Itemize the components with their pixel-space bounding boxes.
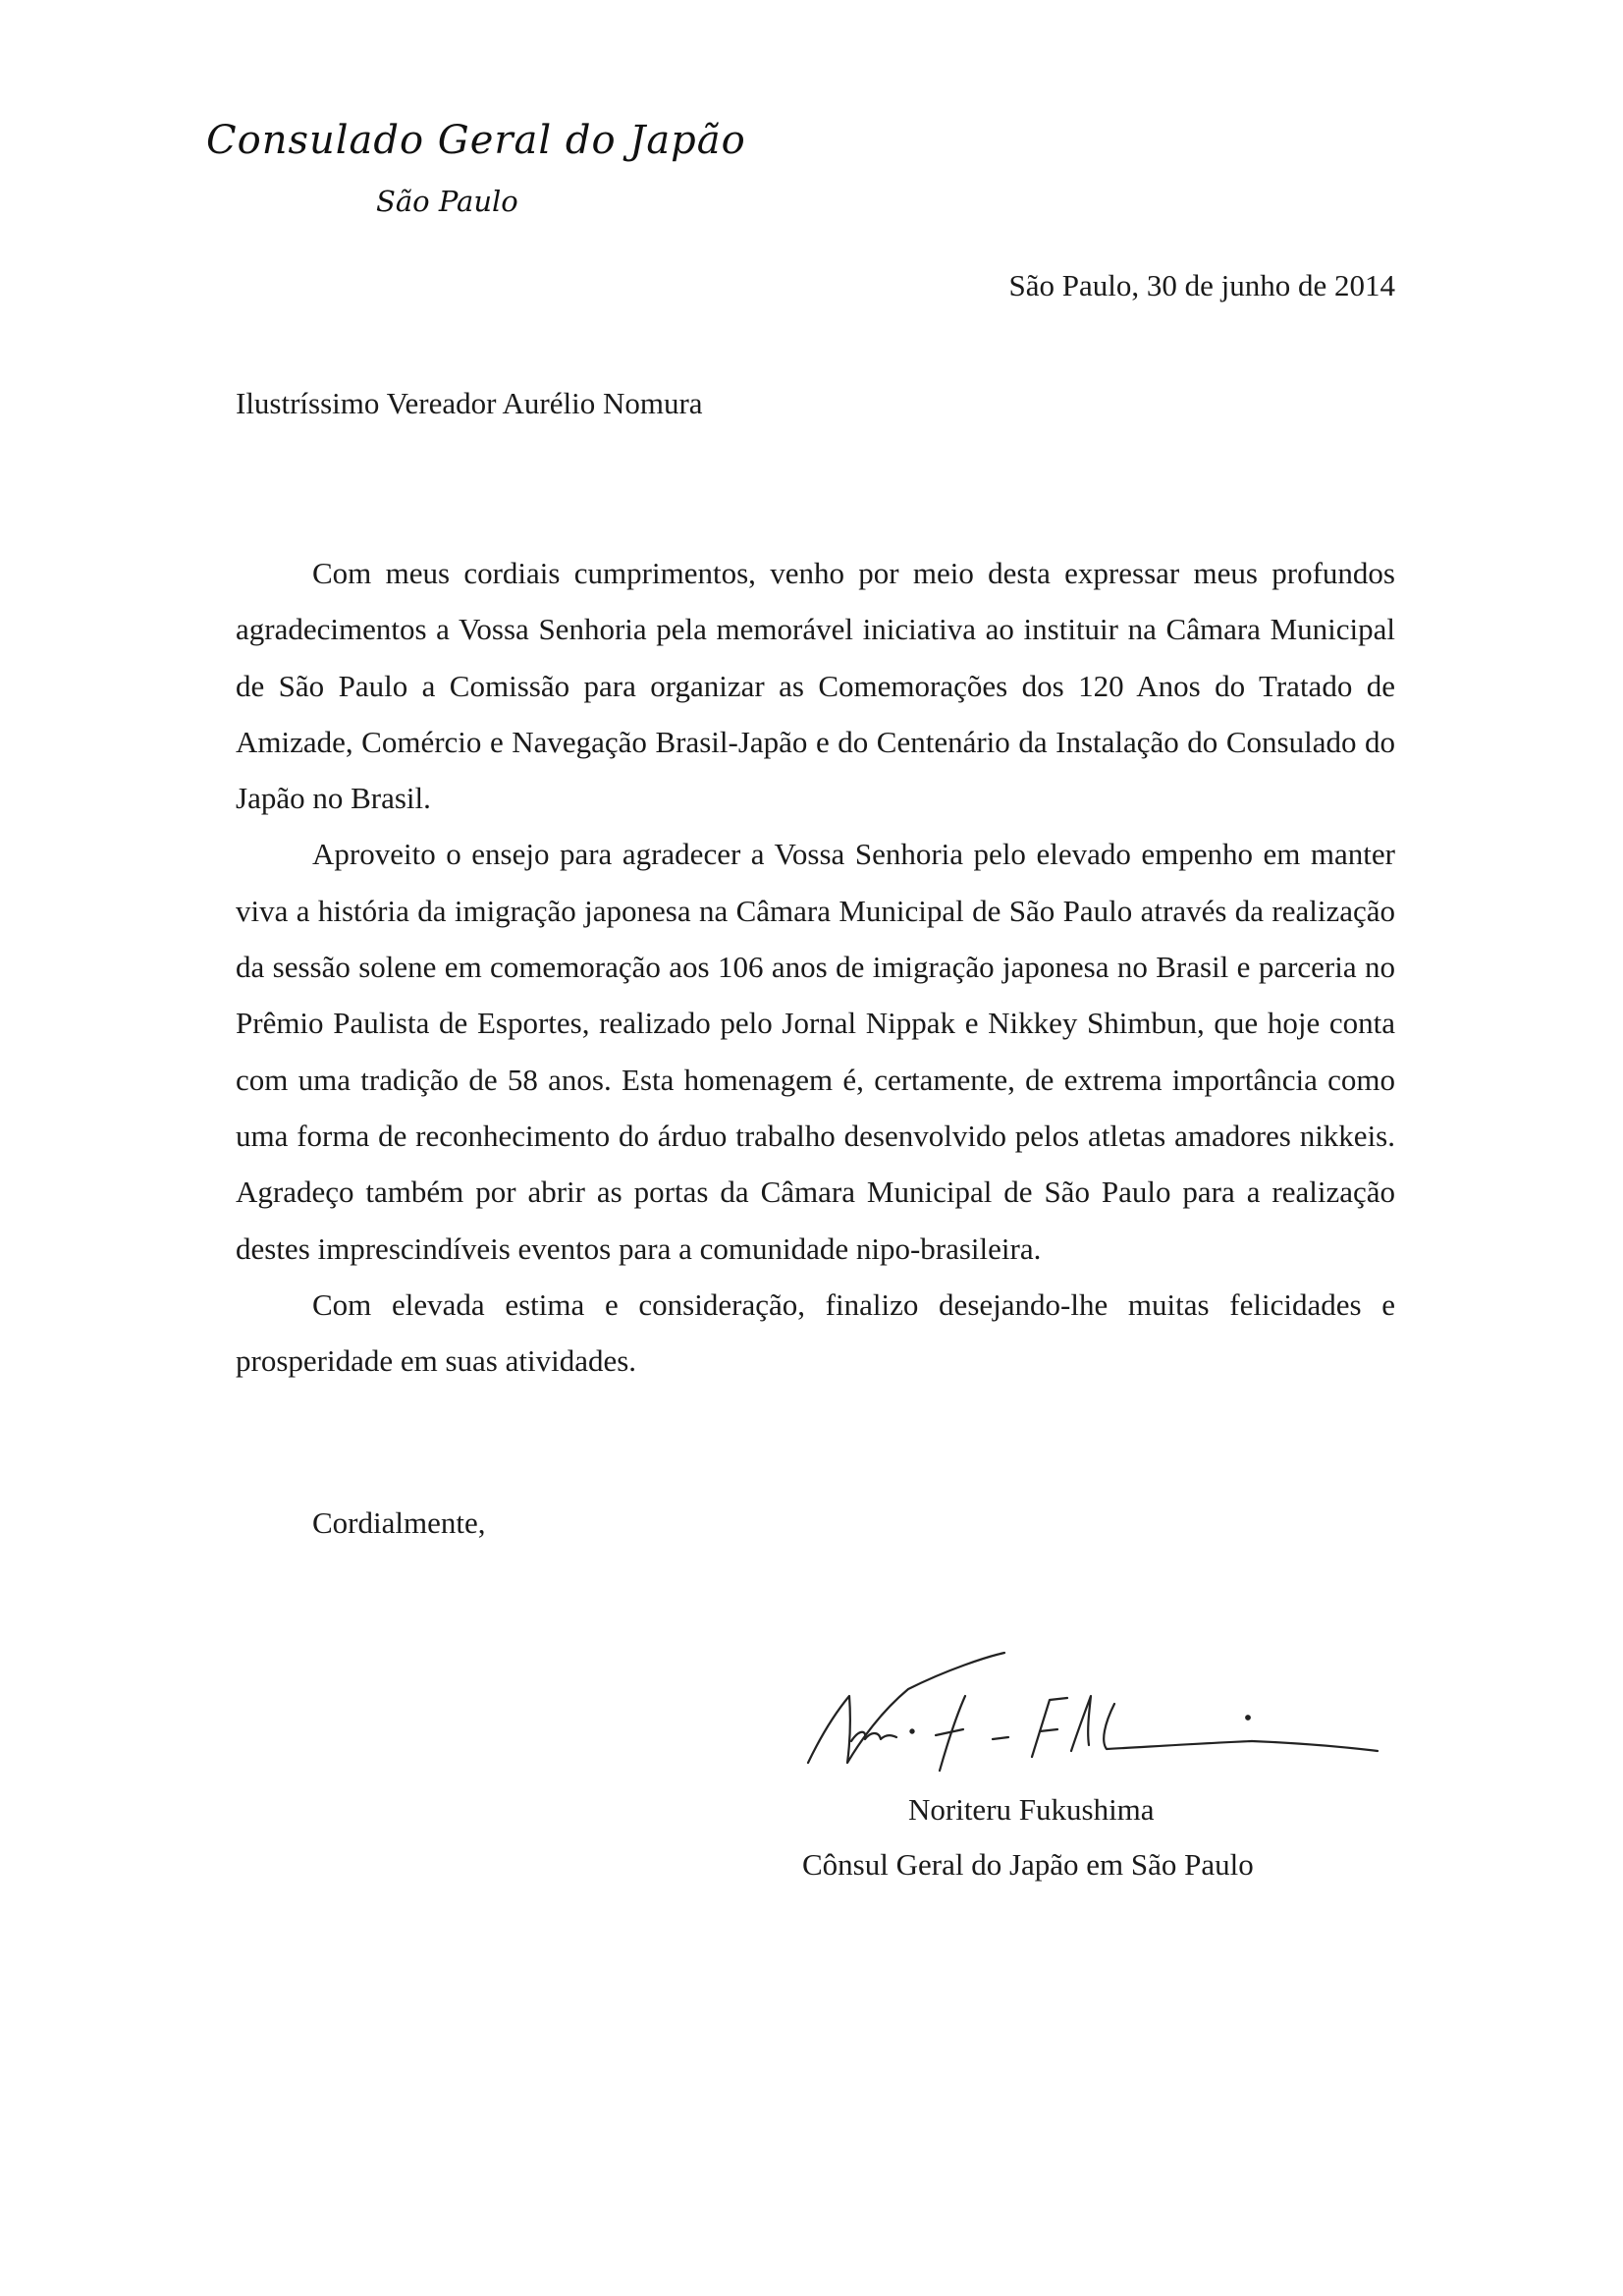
body-paragraph-1: Com meus cordiais cumprimentos, venho por meio desta expressar meus profundos agradecimentos a Vossa Senhoria pela memorável iniciativa ao instituir na Câmara Municipal de São Paulo a Comissão para organizar as Comemorações dos 120 Anos do Tratado de Amizade, Comércio e Navegação Brasil-Japão e do Centenário da Instalação do Consulado do Japão no Brasil. (236, 556, 1395, 816)
letterhead-title: Consulado Geral do Japão (206, 118, 746, 163)
handwritten-signature (790, 1635, 1384, 1782)
addressee: Ilustríssimo Vereador Aurélio Nomura (236, 386, 703, 420)
signer-title: Cônsul Geral do Japão em São Paulo (802, 1847, 1254, 1882)
letter-date: São Paulo, 30 de junho de 2014 (1008, 268, 1395, 302)
body-paragraph-2: Aproveito o ensejo para agradecer a Vossa Senhoria pelo elevado empenho em manter viva a história da imigração japonesa na Câmara Municipal de São Paulo através da realização da sessão solene em comemoração aos 106 anos de imigração japonesa no Brasil e parceria no Prêmio Paulista de Esportes, realizado pelo Jornal Nippak e Nikkey Shimbun, que hoje conta com uma tradição de 58 anos. Esta homenagem é, certamente, de extrema importância como uma forma de reconhecimento do árduo trabalho desenvolvido pelos atletas amadores nikkeis. Agradeço também por abrir as portas da Câmara Municipal de São Paulo para a realização destes imprescindíveis eventos para a comunidade nipo-brasileira. (236, 837, 1395, 1266)
body-paragraph-3: Com elevada estima e consideração, finalizo desejando-lhe muitas felicidades e prosperidade em suas atividades. (236, 1286, 1395, 1379)
letterhead-city: São Paulo (376, 185, 518, 218)
letter-body (236, 545, 1395, 1389)
closing: Cordialmente, (312, 1505, 486, 1540)
signer-name: Noriteru Fukushima (908, 1792, 1155, 1827)
